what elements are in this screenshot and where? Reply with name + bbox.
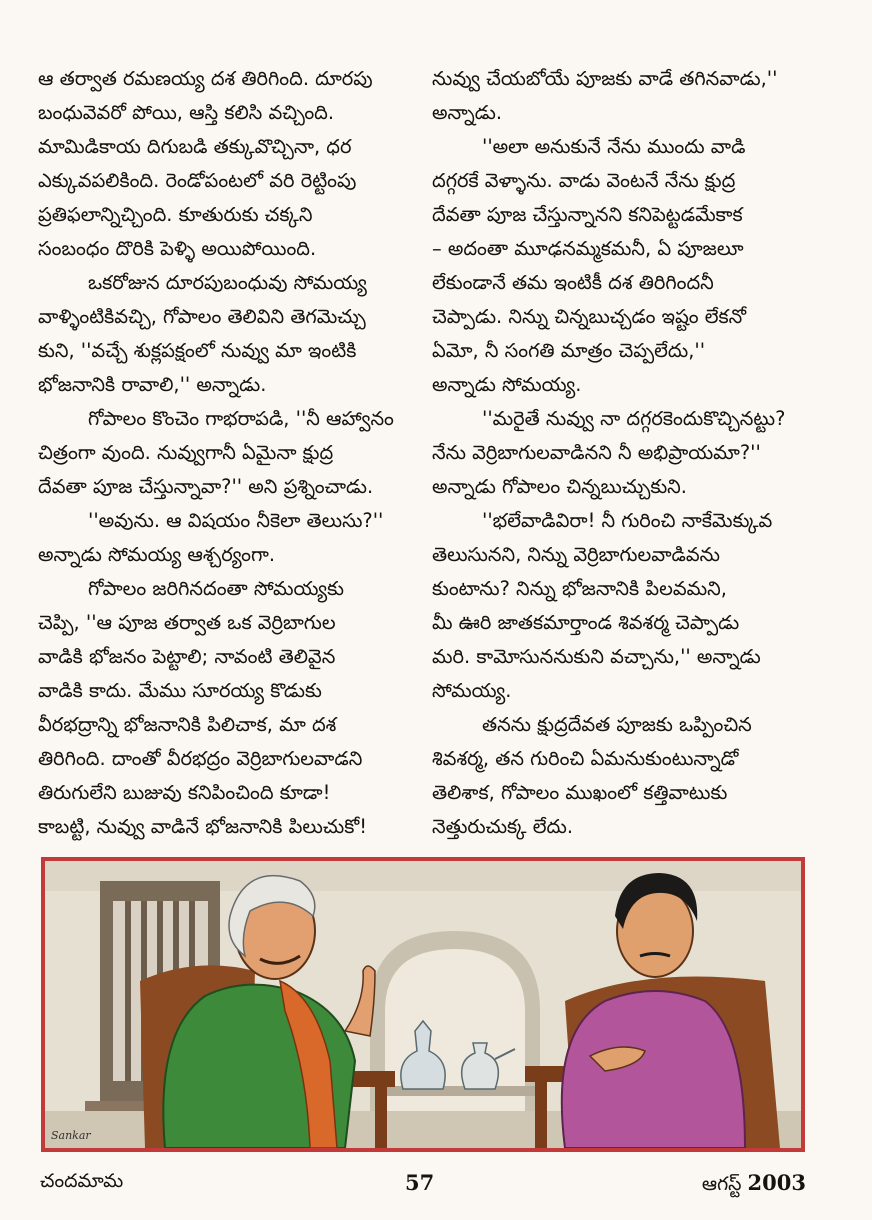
text-line: అన్నాడు సోమయ్య ఆశ్చర్యంగా.: [38, 543, 276, 566]
magazine-name: చందమామ: [40, 1170, 124, 1192]
paragraph: [38, 266, 416, 402]
paragraph: [432, 62, 810, 130]
text-line: ఒకరోజున దూరపుబంధువు సోమయ్య: [88, 271, 367, 294]
story-illustration: [41, 857, 805, 1152]
text-line: ప్రతిఫలాన్నిచ్చింది. కూతురుకు చక్కని: [38, 203, 313, 226]
text-line: నేను వెర్రిబాగులవాడినని నీ అభిప్రాయమా?'': [432, 441, 761, 464]
text-line: కాబట్టి, నువ్వు వాడినే భోజనానికి పిలుచుకో!: [38, 815, 368, 838]
text-line: నువ్వు చేయబోయే పూజకు వాడే తగినవాడు,'': [432, 67, 778, 90]
arched-niche: [370, 931, 540, 1121]
page-number: 57: [405, 1170, 435, 1195]
paragraph: [38, 572, 416, 844]
issue-month: ఆగస్ట్: [701, 1173, 742, 1195]
text-line: ఏమో, నీ సంగతి మాత్రం చెప్పలేదు,'': [432, 339, 706, 362]
text-line: వీరభద్రాన్ని భోజనానికి పిలిచాక, మా దశ: [38, 713, 337, 736]
text-line: చెప్పి, ''ఆ పూజ తర్వాత ఒక వెర్రిబాగుల: [38, 611, 336, 634]
text-line: ఎక్కువపలికింది. రెండోపంటలో వరి రెట్టింపు: [38, 169, 357, 192]
right-text-column: [432, 62, 810, 844]
text-line: శివశర్మ, తన గురించి ఏమనుకుంటున్నాడో: [432, 747, 739, 770]
left-text-column: [38, 62, 416, 844]
text-line: గోపాలం జరిగినదంతా సోమయ్యకు: [88, 577, 344, 600]
text-line: అన్నాడు గోపాలం చిన్నబుచ్చుకుని.: [432, 475, 687, 498]
text-line: తనను క్షుద్రదేవత పూజకు ఒప్పించిన: [482, 713, 752, 736]
text-line: మరి. కామోసుననుకుని వచ్చాను,'' అన్నాడు: [432, 645, 761, 668]
text-line: చెప్పాడు. నిన్ను చిన్నబుచ్చడం ఇష్టం లేకనో: [432, 305, 747, 328]
paragraph: [432, 504, 810, 708]
text-line: నెత్తురుచుక్క లేదు.: [432, 815, 574, 838]
text-line: ''అవును. ఆ విషయం నీకెలా తెలుసు?'': [88, 509, 384, 532]
text-line: భోజనానికి రావాలి,'' అన్నాడు.: [38, 373, 267, 396]
paragraph: [432, 402, 810, 504]
text-line: వాడికి కాదు. మేము సూరయ్య కొడుకు: [38, 679, 322, 702]
text-line: మామిడికాయ దిగుబడి తక్కువొచ్చినా, ధర: [38, 135, 352, 158]
text-line: మీ ఊరి జాతకమార్తాండ శివశర్మ చెప్పాడు: [432, 611, 740, 634]
paragraph: [38, 504, 416, 572]
text-line: ''మరైతే నువ్వు నా దగ్గరకెందుకొచ్చినట్టు?: [482, 407, 786, 430]
text-line: చిత్రంగా వుంది. నువ్వుగానీ ఏమైనా క్షుద్ర: [38, 441, 334, 464]
text-line: ''అలా అనుకునే నేను ముందు వాడి: [482, 135, 746, 158]
text-line: సోమయ్య.: [432, 679, 512, 702]
text-line: వాడికి భోజనం పెట్టాలి; నావంటి తెలివైన: [38, 645, 336, 668]
text-line: వాళ్ళింటికివచ్చి, గోపాలం తెలివిని తెగమెచ్చు: [38, 305, 366, 328]
paragraph: [38, 402, 416, 504]
issue-year: 2003: [747, 1170, 806, 1195]
text-line: కుంటాను? నిన్ను భోజనానికి పిలవమని,: [432, 577, 727, 600]
text-line: – అదంతా మూఢనమ్మకమనీ, ఏ పూజలూ: [432, 237, 744, 260]
artist-signature: Sankar: [51, 1129, 91, 1142]
paragraph: [38, 62, 416, 266]
text-line: అన్నాడు.: [432, 101, 502, 124]
text-line: తిరుగులేని బుజువు కనిపించింది కూడా!: [38, 781, 331, 804]
text-line: ''భలేవాడివిరా! నీ గురించి నాకేమెక్కువ: [482, 509, 773, 532]
text-line: తెలుసునని, నిన్ను వెర్రిబాగులవాడివను: [432, 543, 720, 566]
text-line: దగ్గరకే వెళ్ళాను. వాడు వెంటనే నేను క్షుద్ర: [432, 169, 736, 192]
text-line: దేవతా పూజ చేస్తున్నానని కనిపెట్టడమేకాక: [432, 203, 743, 226]
issue-date: [702, 1170, 806, 1200]
text-line: గోపాలం కొంచెం గాభరాపడి, ''నీ ఆహ్వానం: [88, 407, 394, 430]
paragraph: [432, 708, 810, 844]
text-line: తెలిశాక, గోపాలం ముఖంలో కత్తివాటుకు: [432, 781, 728, 804]
text-line: అన్నాడు సోమయ్య.: [432, 373, 582, 396]
paragraph: [432, 130, 810, 402]
text-line: ఆ తర్వాత రమణయ్య దశ తిరిగింది. దూరపు: [38, 67, 373, 90]
text-line: సంబంధం దొరికి పెళ్ళి అయిపోయింది.: [38, 237, 317, 260]
text-line: లేకుండానే తమ ఇంటికీ దశ తిరిగిందనీ: [432, 271, 714, 294]
text-line: కుని, ''వచ్చే శుక్లపక్షంలో నువ్వు మా ఇంటికి: [38, 339, 357, 362]
text-line: బంధువెవరో పోయి, ఆస్తి కలిసి వచ్చింది.: [38, 101, 335, 124]
text-line: దేవతా పూజ చేస్తున్నావా?'' అని ప్రశ్నించాడు.: [38, 475, 374, 498]
text-line: తిరిగింది. దాంతో వీరభద్రం వెర్రిబాగులవాడని: [38, 747, 363, 770]
